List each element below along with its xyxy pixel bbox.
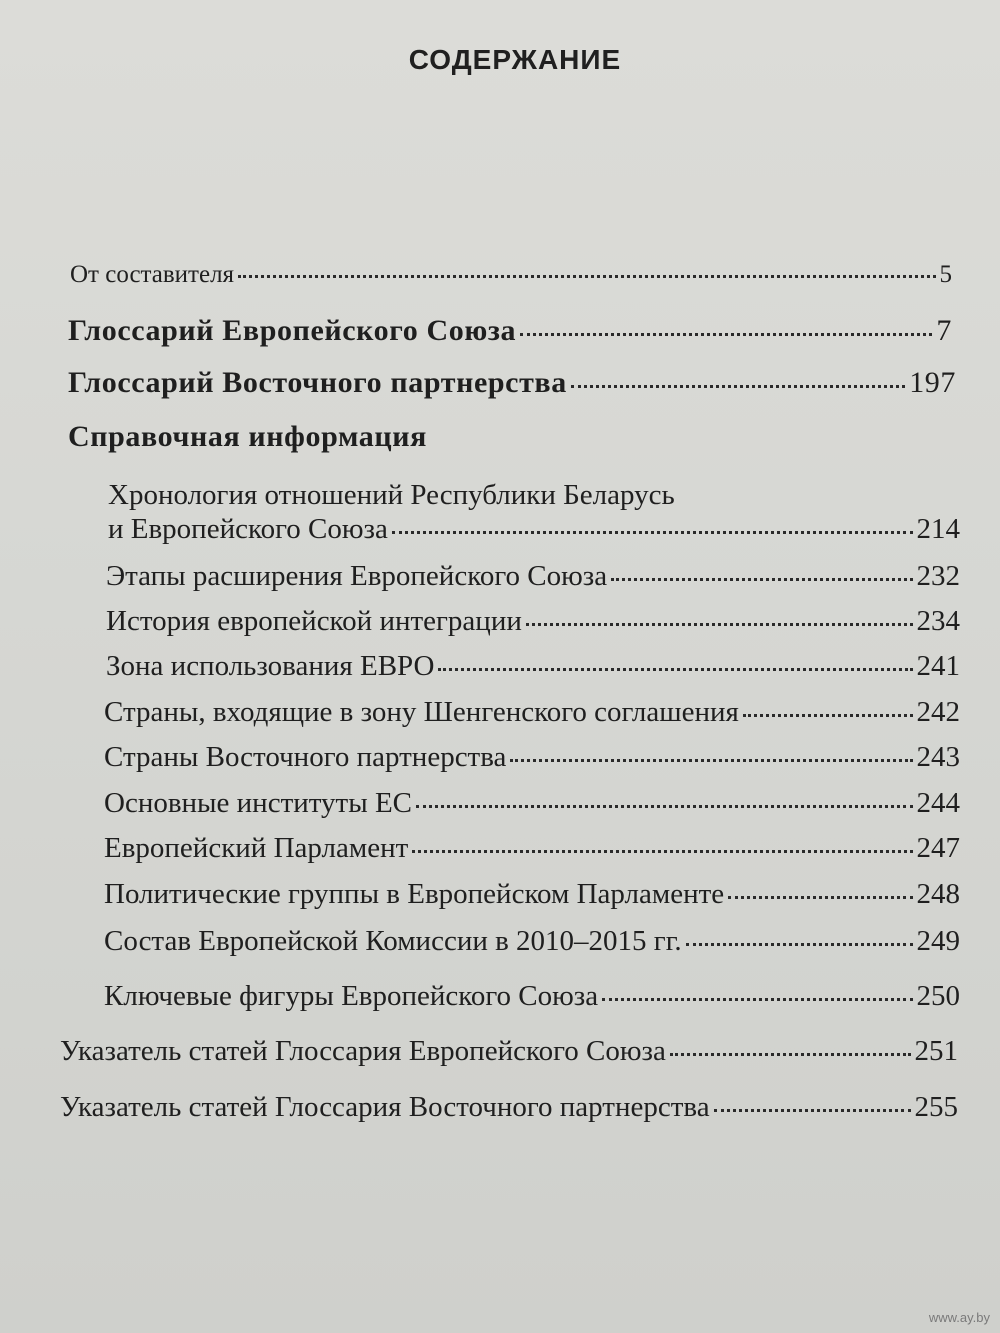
toc-subentry (104, 924, 960, 958)
toc-entry-label: Страны, входящие в зону Шенгенского соглашения (104, 696, 739, 728)
toc-entry-label: Основные институты ЕС (104, 787, 413, 819)
toc-entry-label: Состав Европейской Комиссии в 2010–2015 гг. (104, 925, 682, 957)
toc-subentry (104, 979, 960, 1013)
toc-entry-label: и Европейского Союза (108, 513, 388, 545)
toc-entry-page: 248 (916, 878, 960, 910)
leader-dots (611, 577, 912, 581)
leader-dots (686, 942, 913, 946)
toc-entry-page: 5 (939, 261, 952, 288)
toc-entry (60, 1090, 958, 1124)
toc-entry-page: 244 (916, 787, 960, 819)
toc-entry-page: 249 (916, 925, 960, 957)
site-watermark: www.ay.by (928, 1310, 990, 1325)
toc-subentry (104, 786, 960, 820)
toc-subentry (104, 695, 960, 729)
toc-subentry (106, 604, 960, 638)
toc-entry (60, 1034, 958, 1068)
toc-entry-label: От составителя (70, 261, 235, 288)
toc-subentry (106, 649, 960, 683)
toc-entry-page: 214 (916, 513, 960, 545)
toc-entry-page: 250 (916, 980, 960, 1012)
leader-dots (743, 713, 913, 717)
toc-entry (68, 314, 952, 348)
toc-entry-label: Указатель статей Глоссария Восточного партнерства (60, 1091, 710, 1123)
page-title: СОДЕРЖАНИЕ (408, 44, 622, 75)
toc-entry-label: Страны Восточного партнерства (104, 741, 507, 773)
leader-dots (510, 758, 912, 762)
toc-entry-page: 197 (909, 366, 956, 399)
toc-entry (68, 366, 956, 400)
toc-entry-label: Этапы расширения Европейского Союза (106, 560, 608, 592)
toc-entry-label: Хронология отношений Республики Беларусь (108, 479, 675, 511)
toc-entry-page: 232 (916, 560, 960, 592)
leader-dots (238, 274, 935, 278)
leader-dots (520, 332, 932, 336)
toc-entry-label: Политические группы в Европейском Парламенте (104, 878, 725, 910)
toc-subentry (104, 877, 960, 911)
toc-entry (70, 258, 952, 292)
toc-entry-page: 7 (936, 314, 952, 347)
toc-entry-page: 242 (916, 696, 960, 728)
toc-entry-page: 247 (916, 832, 960, 864)
toc-subentry (104, 740, 960, 774)
leader-dots (526, 622, 913, 626)
leader-dots (571, 384, 905, 388)
toc-entry-page: 243 (916, 741, 960, 773)
leader-dots (670, 1052, 911, 1056)
toc-subentry (104, 831, 960, 865)
leader-dots (602, 997, 912, 1001)
leader-dots (714, 1108, 911, 1112)
toc-entry-label: Глоссарий Европейского Союза (68, 314, 517, 347)
toc-entry-page: 234 (916, 605, 960, 637)
toc-entry-label: Европейский Парламент (104, 832, 409, 864)
toc-entry-label: История европейской интеграции (106, 605, 522, 637)
leader-dots (728, 895, 912, 899)
leader-dots (416, 804, 912, 808)
toc-entry-label: Указатель статей Глоссария Европейского Союза (60, 1035, 666, 1067)
toc-entry-page: 251 (914, 1035, 958, 1067)
toc-entry-page: 241 (916, 650, 960, 682)
toc-entry-label: Глоссарий Восточного партнерства (68, 366, 567, 399)
leader-dots (438, 667, 912, 671)
section-heading: Справочная информация (68, 420, 427, 453)
toc-subentry (106, 559, 960, 593)
toc-entry-label: Зона использования ЕВРО (106, 650, 435, 682)
toc-subentry (108, 478, 960, 546)
leader-dots (412, 849, 912, 853)
toc-entry-label: Ключевые фигуры Европейского Союза (104, 980, 599, 1012)
leader-dots (392, 530, 913, 534)
toc-entry-page: 255 (914, 1091, 958, 1123)
